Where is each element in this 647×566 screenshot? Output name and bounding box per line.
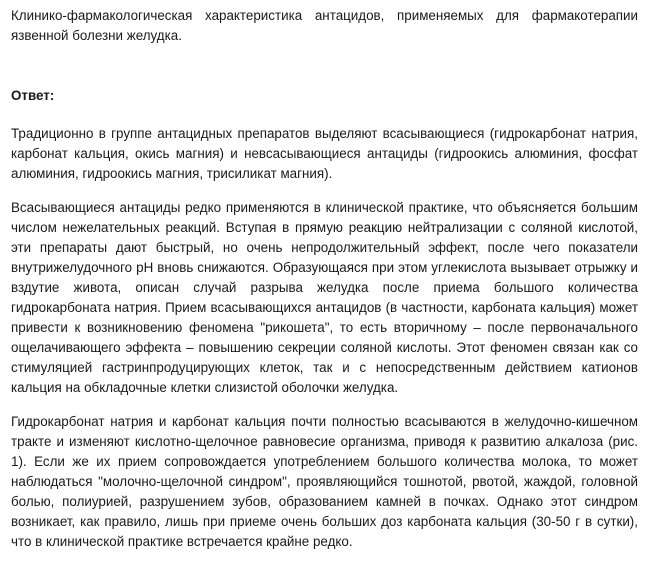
paragraph-milk-alkali-syndrome: Гидрокарбонат натрия и карбонат кальция почти полностью всасываются в желудочно-кишечном тракте и изменяют кислотно-щелочное равновесие организма, приводя к развитию алкалоза (рис. 1). Если же их прием сопровождается употреблением большого количества молока, то может наблюдаться "молочно-щелочной синдром", проявляющийся тошнотой, рвотой, жаждой, головной болью, полиурией, разрушением зубов, образованием камней в почках. Однако этот синдром возникает, как правило, лишь при приеме очень больших доз карбоната кальция (30-50 г в сутки), что в клинической практике встречается крайне редко. xyxy=(11,414,638,549)
paragraph-absorbable-classification: Традиционно в группе антацидных препаратов выделяют всасывающиеся (гидрокарбонат натрия, карбонат кальция, окись магния) и невсасывающиеся антациды (гидроокись алюминия, фосфат алюминия, гидроокись магния, трисиликат магния). xyxy=(11,126,638,181)
answer-label: Ответ: xyxy=(11,88,55,103)
document-page xyxy=(11,6,638,566)
paragraph-absorbable-side-effects: Всасывающиеся антациды редко применяются в клинической практике, что объясняется большим числом нежелательных реакций. Вступая в прямую реакцию нейтрализации с соляной кислотой, эти препараты дают быстрый, но очень непродолжительный эффект, после чего показатели внутрижелудочного рН вновь снижаются. Образующаяся при этом углекислота вызывает отрыжку и вздутие живота, описан случай разрыва желудка после приема большого количества гидрокарбоната натрия. Прием всасывающихся антацидов (в частности, карбоната кальция) может привести к возникновению феномена "рикошета", то есть вторичному – после первоначального ощелачивающего эффекта – повышению секреции соляной кислоты. Этот феномен связан как со стимуляцией гастринпродуцирующих клеток, так и с непосредственным действием катионов кальция на обкладочные клетки слизистой оболочки желудка. xyxy=(11,200,638,395)
document-title: Клинико-фармакологическая характеристика антацидов, применяемых для фармакотерапии язвенной болезни желудка. xyxy=(11,8,638,43)
